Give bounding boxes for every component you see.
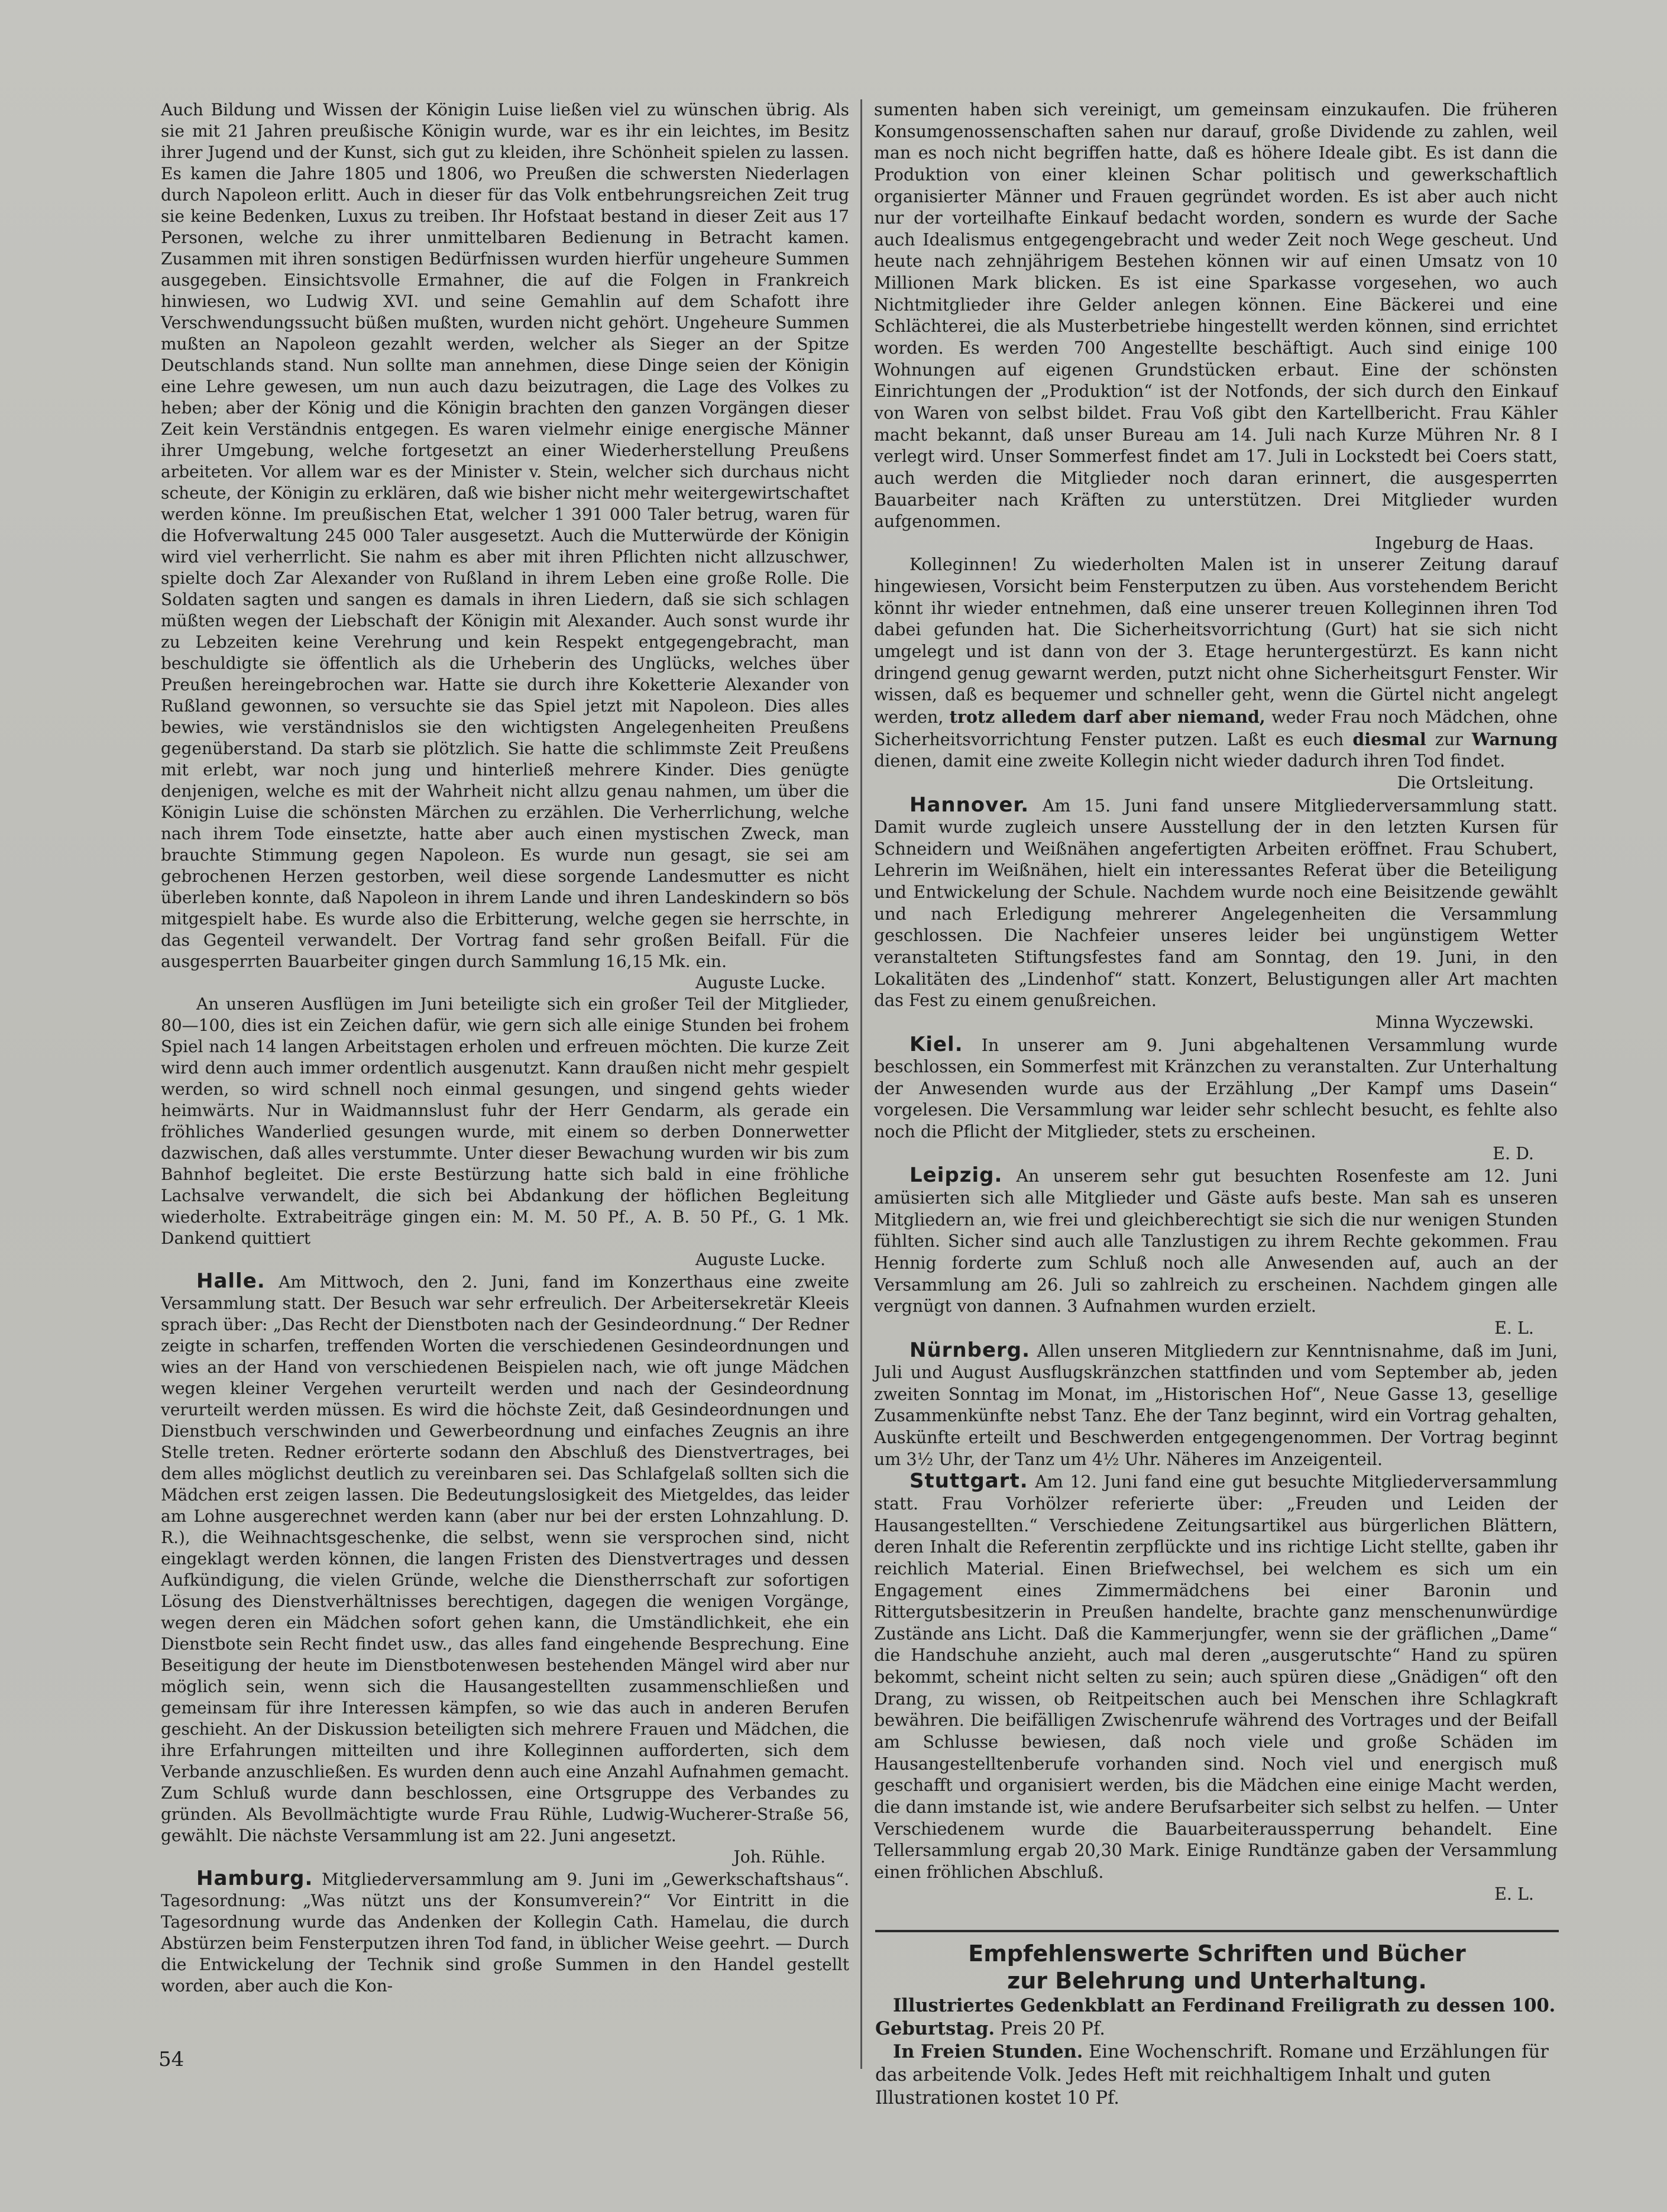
section-heading-nuernberg: Nürnberg. [909, 1338, 1031, 1362]
emphasis: diesmal [1352, 729, 1426, 749]
book-title: Illustriertes Gedenkblatt an Ferdinand Freiligrath zu dessen 100. Geburtstag. [875, 1995, 1556, 2039]
section-heading-stuttgart: Stuttgart. [909, 1469, 1028, 1493]
report-body: Allen unseren Mitgliedern zur Kenntnisnahme, daß im Juni, Juli und August Ausflugskränzchen stattfinden und vom September ab, jeden zweiten Sonntag im Monat, im „Historischen Hof“, Neue Gasse 13, gesellige Zusammenkünfte nebst Tanz. Ehe der Tanz beginnt, wird ein Vortrag gehalten, Auskünfte erteilt und Beschwerden entgegengenommen. Der Vortrag beginnt um 3½ Uhr, der Tanz um 4½ Uhr. Näheres im Anzeigenteil. [874, 1341, 1558, 1469]
report-hamburg [161, 1868, 849, 1997]
section-rule [875, 1930, 1559, 1932]
right-column [874, 99, 1558, 1905]
books-title-line2: zur Belehrung und Unterhaltung. [1007, 1968, 1427, 1994]
report-body: Am Mittwoch, den 2. Juni, fand im Konzerthaus eine zweite Versammlung statt. Der Besuch war sehr erfreulich. Der Arbeitersekretär Kleeis sprach über: „Das Recht der Dienstboten nach der Gesindeordnung.“ Der Redner zeigte in scharfen, treffenden Worten die verschiedenen Gesindeordnungen und wies an der Hand von verschiedenen Beispielen nach, wie oft junge Mädchen wegen kleiner Vergehen verurteilt werden und nach der Gesindeordnung verurteilt werden müssen. Es wird die höchste Zeit, daß Gesindeordnungen und Dienstbuch verschwinden und Gewerbeordnung und einfaches Zeugnis an ihre Stelle treten. Redner erörterte sodann den Abschluß des Dienstvertrages, bei dem alles möglichst deutlich zu vereinbaren sei. Das Schlafgelaß sollten sich die Mädchen erst zeigen lassen. Die Bedeutungslosigkeit des Mietgeldes, das leider am Lohne ausgerechnet werden kann (aber nur bei der ersten Lohnzahlung. D. R.), die Weihnachtsgeschenke, die selbst, wenn sie versprochen sind, nicht eingeklagt werden können, die langen Fristen des Dienstvertrages und dessen Aufkündigung, die vielen Gründe, welche die Dienstherrschaft zur sofortigen Lösung des Dienstverhältnisses berechtigen, dagegen die wenigen Vorgänge, wegen deren ein Mädchen sofort gehen kann, die Umständlichkeit, ehe ein Dienstbote sein Recht findet usw., das alles fand eingehende Besprechung. Eine Beseitigung der heute im Dienstbotenwesen bestehenden Mängel wird aber nur möglich sein, wenn sich die Hausangestellten zusammenschließen und gemeinsam für ihre Interessen kämpfen, so wie das auch in anderen Berufen geschieht. An der Diskussion beteiligten sich mehrere Frauen und Mädchen, die ihre Erfahrungen mitteilten und ihre Kolleginnen aufforderten, sich dem Verbande anzuschließen. Es wurden denn auch eine Anzahl Aufnahmen gemacht. Zum Schluß wurde dann beschlossen, eine Ortsgruppe des Verbandes zu gründen. Als Bevollmächtigte wurde Frau Rühle, Ludwig-Wucherer-Straße 56, gewählt. Die nächste Versammlung ist am 22. Juni angesetzt. [161, 1272, 849, 1845]
section-heading-halle: Halle. [196, 1269, 266, 1293]
report-kiel [874, 1034, 1558, 1143]
section-heading-leipzig: Leipzig. [909, 1163, 1003, 1188]
column-divider [860, 99, 862, 2069]
book-item [875, 2040, 1559, 2110]
report-body: Am 12. Juni fand eine gut besuchte Mitgliederversammlung statt. Frau Vorhölzer referierte über: „Freuden und Leiden der Hausangestellten.“ Verschiedene Zeitungsartikel aus bürgerlichen Blättern, deren Inhalt die Referentin zerpflückte und ins richtige Licht stellte, gaben ihr reichlich Material. Einen Briefwechsel, bei welchem es sich um ein Engagement eines Zimmermädchens bei einer Baronin und Rittergutsbesitzerin in Preußen handelte, brachte ganz menschenunwürdige Zustände ans Licht. Daß die Kammerjungfer, wenn sie der gräflichen „Dame“ die Handschuhe anzieht, auch mal deren „ausgerutschte“ Hand zu spüren bekommt, scheint nicht selten zu sein; auch spüren diese „Gnädigen“ oft den Drang, zu wissen, ob Reitpeitschen auch bei Menschen ihre Schlagkraft bewähren. Die beifälligen Zwischenrufe während des Vortrages und der Beifall am Schlusse bewiesen, daß noch viele und große Schäden im Hausangestelltenberufe vorhanden sind. Noch viel und energisch muß geschafft und organisiert werden, bis die Mädchen eine einige Macht werden, die dann imstande ist, wie andere Berufsarbeiter sich selbst zu helfen. — Unter Verschiedenem wurde die Bauarbeiteraussperrung behandelt. Eine Tellersammlung ergab 20,30 Mark. Einige Rundtänze gaben der Versammlung einen fröhlichen Abschluß. [874, 1472, 1558, 1882]
signature: Auguste Lucke. [695, 973, 826, 992]
left-column [161, 99, 849, 1997]
signature: Minna Wyczewski. [1375, 1012, 1534, 1032]
section-heading-kiel: Kiel. [909, 1032, 963, 1056]
signature: Ingeburg de Haas. [1375, 533, 1534, 553]
report-leipzig [874, 1165, 1558, 1317]
emphasis: trotz alledem darf aber niemand, [949, 706, 1265, 727]
signature: Auguste Lucke. [695, 1250, 826, 1269]
report-body: An unserem sehr gut besuchten Rosenfeste am 12. Juni amüsierten sich alle Mitglieder und Gäste aufs beste. Man sah es unseren Mitgliedern an, wie frei und gleichberechtigt sie sich die nur wenigen Stunden fühlten. Sicher sind auch alle Tanzlustigen zu ihrem Rechte gekommen. Frau Hennig forderte zum Schluß noch alle Anwesenden auf, auch an der Versammlung am 26. Juli so zahlreich zu erscheinen. Nachdem gingen alle vergnügt von dannen. 3 Aufnahmen wurden erzielt. [874, 1166, 1558, 1317]
signature: Die Ortsleitung. [1397, 772, 1534, 793]
emphasis: Warnung [1471, 729, 1558, 749]
article-excursions: An unseren Ausflügen im Juni beteiligte sich ein großer Teil der Mitglieder, 80—100, dies ist ein Zeichen dafür, wie gern sich alle einige Stunden bei frohem Spiel nach 14 langen Arbeitstagen erholen und erfreuen möchten. Die kurze Zeit wird denn auch immer ordentlich ausgenutzt. Kann draußen nicht mehr gespielt werden, so wird schnell noch einmal gesungen, und singend gehts wieder heimwärts. Nur in Waidmannslust fuhr der Herr Gendarm, als gerade ein fröhliches Wanderlied gesungen wurde, mit einem so derben Donnerwetter dazwischen, daß alles verstummte. Unter dieser Bewachung wurden wir bis zum Bahnhof begleitet. Die erste Bestürzung hatte sich bald in eine fröhliche Lachsalve verwandelt, die sich bei Abdankung der höflichen Begleitung wiederholte. Extrabeiträge gingen ein: M. M. 50 Pf., A. B. 50 Pf., G. 1 Mk. Dankend quittiert [161, 994, 849, 1248]
book-item [875, 1994, 1559, 2040]
signature: E. D. [1493, 1143, 1534, 1163]
warning-notice: Kolleginnen! Zu wiederholten Malen ist in unserer Zeitung darauf hingewiesen, Vorsicht beim Fensterputzen zu üben. Aus vorstehendem Bericht könnt ihr wieder entnehmen, daß eine unserer treuen Kolleginnen ihren Tod dabei gefunden hat. Die Sicherheitsvorrichtung (Gurt) hat sie sich nicht umgelegt und ist dann von der 3. Etage heruntergestürzt. Es kann nicht dringend genug gewarnt werden, putzt nicht ohne Sicherheitsgurt Fenster. Wir wissen, daß es bequemer und schneller geht, wenn die Gürtel nicht angelegt werden, trotz alledem darf aber niemand, weder Frau noch Mädchen, ohne Sicherheitsvorrichtung Fenster putzen. Laßt es euch diesmal zur Warnung dienen, damit eine zweite Kollegin nicht wieder dadurch ihren Tod findet. [874, 555, 1558, 771]
report-body: In unserer am 9. Juni abgehaltenen Versammlung wurde beschlossen, ein Sommerfest mit Kränzchen zu veranstalten. Zur Unterhaltung der Anwesenden wurde aus der Erzählung „Der Kampf ums Dasein“ vorgelesen. Die Versammlung war leider sehr schlecht besucht, es fehlte also noch die Pflicht der Mitglieder, stets zu erscheinen. [874, 1035, 1558, 1142]
report-stuttgart [874, 1470, 1558, 1883]
report-hannover [874, 794, 1558, 1012]
signature: E. L. [1494, 1884, 1534, 1904]
report-body: Mitgliederversammlung am 9. Juni im „Gewerkschaftshaus“. Tagesordnung: „Was nützt uns der Konsumverein?“ Vor Eintritt in die Tagesordnung wurde das Andenken der Kollegin Cath. Hamelau, die durch Abstürzen beim Fensterputzen ihren Tod fand, in üblicher Weise geehrt. — Durch die Entwickelung der Technik sind große Summen in den Handel gestellt worden, aber auch die Kon- [161, 1870, 849, 1996]
report-body: Am 15. Juni fand unsere Mitgliederversammlung statt. Damit wurde zugleich unsere Ausstellung der in den letzten Kursen für Schneidern und Weißnähen angefertigten Arbeiten eröffnet. Frau Schubert, Lehrerin im Weißnähen, hielt ein interessantes Referat über die Beteiligung und Entwickelung der Schule. Nachdem wurde noch eine Beisitzende gewählt und nach Erledigung mehrerer Angelegenheiten die Versammlung geschlossen. Die Nachfeier unseres leider bei ungünstigem Wetter veranstalteten Stiftungsfestes fand am Sonntag, den 19. Juni, in den Lokalitäten des „Lindenhof“ statt. Konzert, Belustigungen aller Art machten das Fest zu einem genußreichen. [874, 795, 1558, 1011]
book-recommendations [875, 1940, 1559, 2110]
book-description: Preis 20 Pf. [1000, 2019, 1105, 2039]
report-hamburg-continued: sumenten haben sich vereinigt, um gemeinsam einzukaufen. Die früheren Konsumgenossenschaften sahen nur darauf, große Dividende zu zahlen, weil man es noch nicht begriffen hatte, daß es höhere Ideale gibt. Es ist dann die Produktion von einer kleinen Schar politisch und gewerkschaftlich organisierter Männer und Frauen gegründet worden. Es ist aber auch nicht nur der vorteilhafte Einkauf bedacht worden, sondern es wurde der Sache auch Idealismus entgegengebracht und weder Zeit noch Wege gescheut. Und heute nach zehnjährigem Bestehen können wir auf einen Umsatz von 10 Millionen Mark blicken. Es ist eine Sparkasse vorgesehen, wo auch Nichtmitglieder ihre Gelder anlegen können. Eine Bäckerei und eine Schlächterei, die als Musterbetriebe hingestellt werden können, sind errichtet worden. Es werden 700 Angestellte beschäftigt. Auch sind einige 100 Wohnungen auf eigenen Grundstücken erbaut. Eine der schönsten Einrichtungen der „Produktion“ ist der Notfonds, der sich durch den Einkauf von Waren von selbst bildet. Frau Voß gibt den Kartellbericht. Frau Kähler macht bekannt, daß unser Bureau am 14. Juli nach Kurze Mühren Nr. 8 I verlegt wird. Unser Sommerfest findet am 17. Juli in Lockstedt bei Coers statt, auch werden die Mitglieder noch daran erinnert, die ausgesperrten Bauarbeiter nach Kräften zu unterstützen. Drei Mitglieder wurden aufgenommen. [874, 100, 1558, 532]
book-title: In Freien Stunden. [893, 2041, 1083, 2062]
article-luise: Auch Bildung und Wissen der Königin Luise ließen viel zu wünschen übrig. Als sie mit 21 Jahren preußische Königin wurde, war es ihr ein leichtes, im Besitz ihrer Jugend und der Kunst, sich gut zu kleiden, ihre Schönheit spielen zu lassen. Es kamen die Jahre 1805 und 1806, wo Preußen die schwersten Niederlagen durch Napoleon erlitt. Auch in dieser für das Volk entbehrungsreichen Zeit trug sie keine Bedenken, Luxus zu treiben. Ihr Hofstaat bestand in dieser Zeit aus 17 Personen, welche zu ihrer unmittelbaren Bedienung in Betracht kamen. Zusammen mit ihren sonstigen Bedürfnissen wurden hierfür ungeheure Summen ausgegeben. Einsichtsvolle Ermahner, die auf die Folgen in Frankreich hinwiesen, wo Ludwig XVI. und seine Gemahlin auf dem Schafott ihre Verschwendungssucht büßen mußten, wurden nicht gehört. Ungeheure Summen mußten an Napoleon gezahlt werden, welcher als Sieger an der Spitze Deutschlands stand. Nun sollte man annehmen, diese Dinge seien der Königin eine Lehre gewesen, um nun auch dazu beizutragen, die Lage des Volkes zu heben; aber der König und die Königin brachten den ganzen Vorgängen dieser Zeit kein Verständnis entgegen. Es waren vielmehr einige energische Männer ihrer Umgebung, welche fortgesetzt an einer Wiederherstellung Preußens arbeiteten. Vor allem war es der Minister v. Stein, welcher sich durchaus nicht scheute, der Königin zu erklären, daß wie bisher nicht mehr weitergewirtschaftet werden könne. Im preußischen Etat, welcher 1 391 000 Taler betrug, waren für die Hofverwaltung 245 000 Taler ausgesetzt. Auch die Mutterwürde der Königin wird viel verherrlicht. Sie nahm es aber mit ihren Pflichten nicht allzuschwer, spielte doch Zar Alexander von Rußland in ihrem Leben eine große Rolle. Die Soldaten sagten und sangen es damals in ihren Liedern, daß sie sich schlagen müßten wegen der Liebschaft der Königin mit Alexander. Auch sonst wurde ihr zu Lebzeiten keine Verehrung und kein Respekt entgegengebracht, man beschuldigte sie öffentlich als die Urheberin des Unglücks, welches über Preußen hereingebrochen war. Hatte sie durch ihre Koketterie Alexander von Rußland gewonnen, so versuchte sie das Spiel jetzt mit Napoleon. Dies alles bewies, wie verständnislos sie den wichtigsten Angelegenheiten Preußens gegenüberstand. Da starb sie plötzlich. Sie hatte die schlimmste Zeit Preußens mit erlebt, war noch jung und hinterließ mehrere Kinder. Dies genügte denjenigen, welche es mit der Wahrheit nicht allzu genau nahmen, um über die Königin Luise die schönsten Märchen zu erzählen. Die Verherrlichung, welche nach ihrem Tode einsetzte, hatte aber auch einen mystischen Zweck, man brauchte Stimmung gegen Napoleon. Es wurde nun gesagt, sie sei am gebrochenen Herzen gestorben, weil diese sorgende Landesmutter es nicht überleben konnte, daß Napoleon in ihrem Lande und ihren Landeskindern so bös mitgespielt habe. Es wurde also die Erbitterung, welche gegen sie herrschte, in das Gegenteil verwandelt. Der Vortrag fand sehr großen Beifall. Für die ausgesperrten Bauarbeiter gingen durch Sammlung 16,15 Mk. ein. [161, 100, 849, 971]
signature: E. L. [1494, 1318, 1534, 1338]
report-nuernberg [874, 1340, 1558, 1471]
books-title-line1: Empfehlenswerte Schriften und Bücher [968, 1941, 1466, 1967]
section-heading-hamburg: Hamburg. [196, 1867, 313, 1890]
page-number: 54 [158, 2048, 184, 2071]
book-description: Eine Wochenschrift. Romane und Erzählungen für das arbeitende Volk. Jedes Heft mit reichhaltigem Inhalt und guten Illustrationen kostet 10 Pf. [875, 2042, 1549, 2108]
report-halle [161, 1270, 849, 1846]
signature: Joh. Rühle. [733, 1847, 826, 1867]
section-heading-hannover: Hannover. [909, 793, 1030, 817]
